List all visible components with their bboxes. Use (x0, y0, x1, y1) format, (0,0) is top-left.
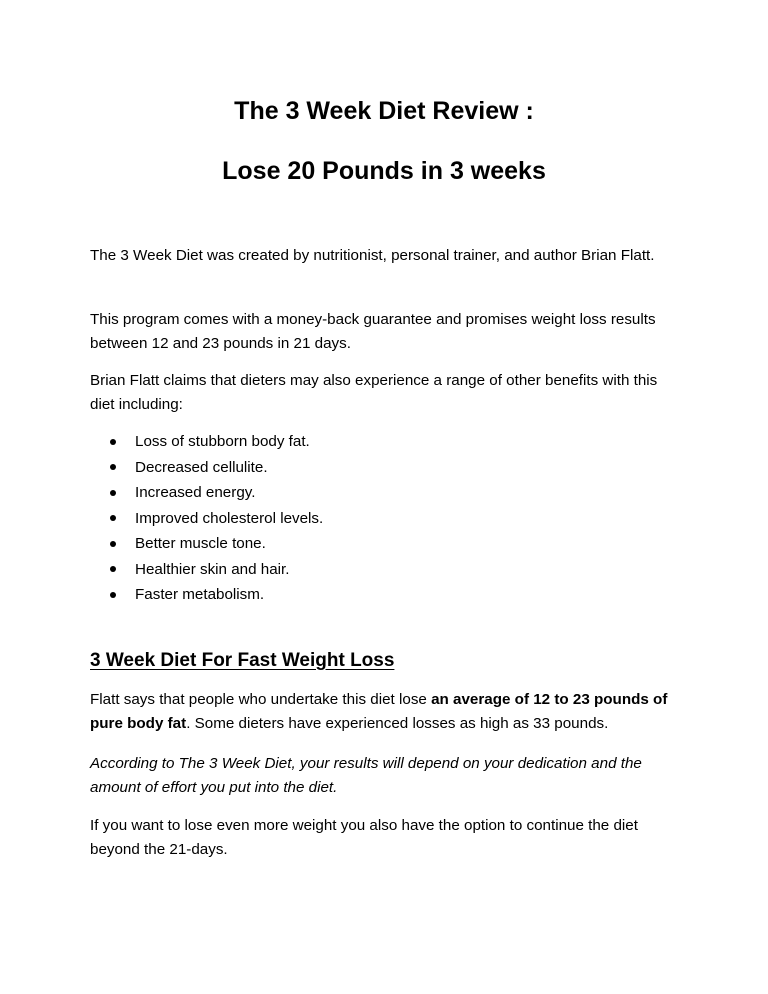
list-item-text: Decreased cellulite. (135, 458, 268, 476)
list-item-text: Better muscle tone. (135, 535, 266, 552)
benefits-list (108, 429, 668, 608)
intro-paragraph-2: This program comes with a money-back guarantee and promises weight loss results between 12 and 23 pounds in 21 days. (90, 311, 656, 352)
list-item (108, 429, 668, 455)
list-item-text: Improved cholesterol levels. (135, 509, 324, 527)
section-paragraph-1-start: Flatt says that people who undertake this diet lose (90, 691, 432, 708)
bullet-icon (110, 439, 116, 445)
bullet-icon (110, 515, 116, 521)
bullet-icon (110, 490, 116, 496)
section-paragraph-1 (90, 688, 685, 736)
section-paragraph-1-end: . Some dieters have experienced losses as high as 33 pounds. (186, 715, 609, 732)
list-item-text: Increased energy. (135, 484, 256, 501)
list-item (108, 582, 668, 608)
bullet-icon (110, 541, 116, 547)
list-item-text: Faster metabolism. (135, 586, 265, 603)
intro-paragraph-1: The 3 Week Diet was created by nutritionist, personal trainer, and author Brian Flatt. (90, 247, 655, 264)
bullet-icon (110, 592, 116, 598)
document-subtitle: Lose 20 Pounds in 3 weeks (222, 157, 546, 185)
intro-paragraph-3: Brian Flatt claims that dieters may also experience a range of other benefits with this diet including: (90, 372, 658, 413)
document-title: The 3 Week Diet Review : (234, 97, 534, 125)
bullet-icon (110, 566, 116, 572)
list-item-text: Healthier skin and hair. (135, 560, 290, 578)
list-item (108, 557, 668, 583)
list-item (108, 506, 668, 532)
section-heading: 3 Week Diet For Fast Weight Loss (90, 650, 395, 671)
section-paragraph-1-emphasis: an average of 12 to 23 pounds of pure body fat (90, 691, 668, 732)
list-item (108, 455, 668, 481)
list-item-text: Loss of stubborn body fat. (135, 433, 310, 450)
bullet-icon (110, 464, 116, 470)
section-paragraph-2: According to The 3 Week Diet, your results will depend on your dedication and the amount of effort you put into the diet. (90, 755, 642, 796)
section-paragraph-3: If you want to lose even more weight you also have the option to continue the diet beyond the 21-days. (90, 817, 638, 858)
list-item (108, 480, 668, 506)
list-item (108, 531, 668, 557)
